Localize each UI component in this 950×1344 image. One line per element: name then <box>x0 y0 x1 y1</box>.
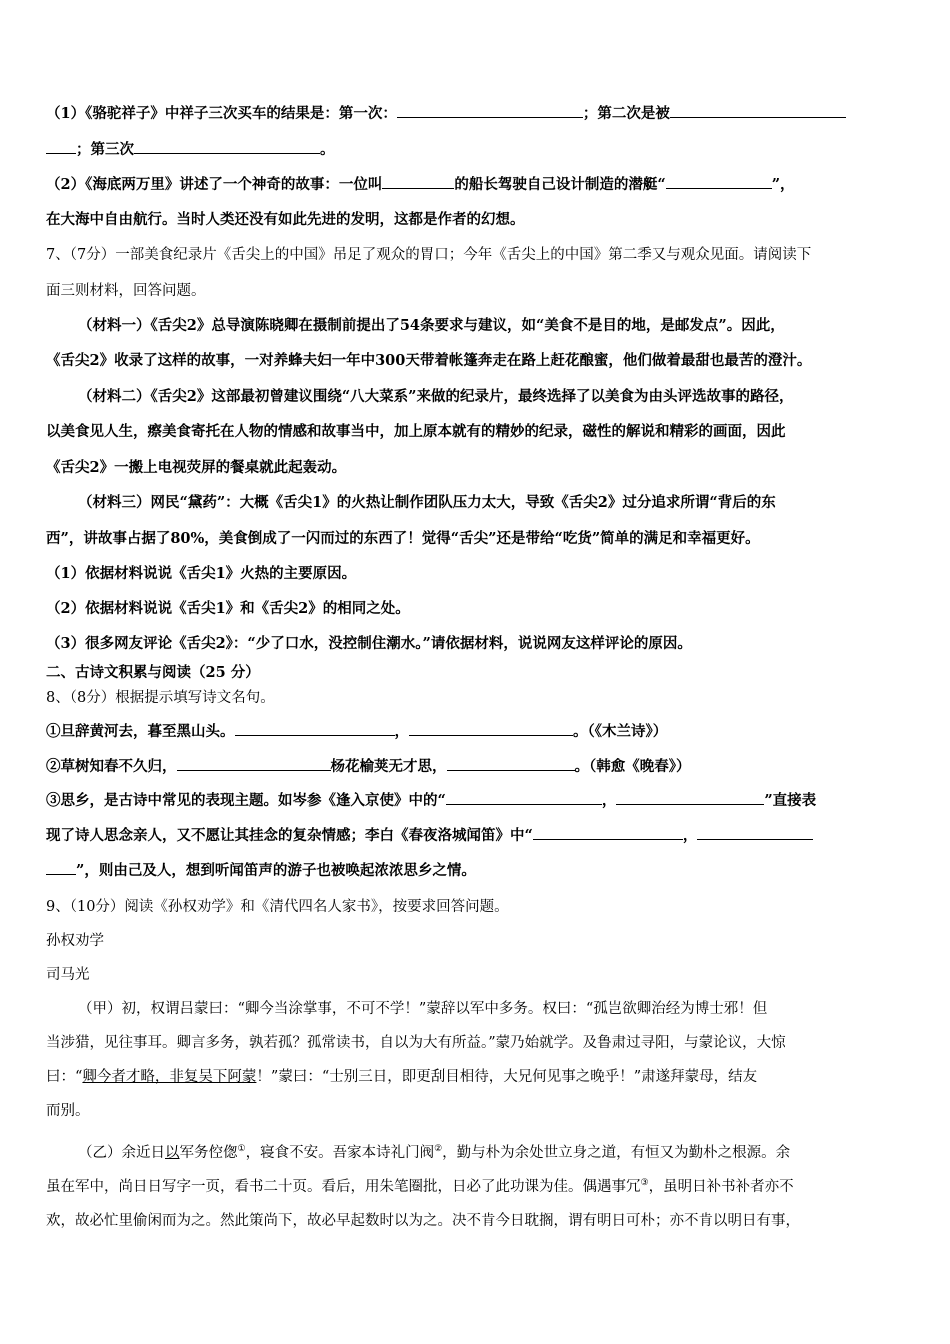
q6-item2-text: ”， <box>771 176 795 193</box>
q8-line1 <box>46 721 667 743</box>
passage-jia-line2: 当涉猎，见往事耳。卿言多务，孰若孤？孤常读书，自以为大有所益。”蒙乃始就学。及鲁肃过寻阳，与蒙论议，大惊 <box>46 1035 786 1051</box>
footnote-marker: ② <box>434 1144 443 1155</box>
underlined-word: 以 <box>165 1145 180 1161</box>
answer-blank[interactable] <box>670 103 846 118</box>
answer-blank[interactable] <box>397 103 583 118</box>
passage-jia-line4: 而别。 <box>46 1103 90 1119</box>
q7-material2-line2: 以美食见人生，瘵美食寄托在人物的情感和故事当中，加上原本就有的精妙的纪录，磁性的解说和精彩的画面，因此 <box>46 423 786 440</box>
q6-item1-text: （1）《骆驼祥子》中祥子三次买车的结果是：第一次： <box>46 105 397 122</box>
passage-text: 军务倥偬 <box>179 1145 238 1161</box>
answer-blank[interactable] <box>533 825 683 840</box>
q6-item1-line1 <box>46 103 846 125</box>
answer-blank[interactable] <box>382 174 454 189</box>
passage-yi-line1 <box>78 1142 790 1164</box>
q7-subquestion-1: （1）依据材料说说《舌尖1》火热的主要原因。 <box>46 565 357 582</box>
q8-text: ， <box>394 723 409 740</box>
q6-item2-text: （2）《海底两万里》讲述了一个神奇的故事：一位叫 <box>46 176 383 193</box>
q8-text: 杨花榆荚无才思， <box>330 758 447 775</box>
q8-heading: 8、（8分）根据提示填写诗文名句。 <box>46 690 275 706</box>
q6-item2-text: 的船长驾驶自己设计制造的潜艇“ <box>454 176 666 193</box>
q7-heading-line2: 面三则材料，回答问题。 <box>46 283 206 299</box>
answer-blank[interactable] <box>447 756 575 771</box>
q6-item2-line1 <box>46 174 795 196</box>
passage-text: ！”蒙曰：“士别三日，即更刮目相待，大兄何见事之晚乎！”肃遂拜蒙母，结友 <box>256 1069 758 1085</box>
q8-text: 现了诗人思念亲人，又不愿让其挂念的复杂情感；李白《春夜洛城闻笛》中“ <box>46 827 533 844</box>
q8-text: ， <box>601 792 617 809</box>
q8-text: ， <box>682 827 698 844</box>
q8-text: ③思乡，是古诗中常见的表现主题。如岑参《逢入京使》中的“ <box>46 792 446 809</box>
q8-line2 <box>46 756 691 778</box>
section-heading: 二、古诗文积累与阅读（25 分） <box>46 664 260 681</box>
q6-item1-text: ；第三次 <box>76 141 134 158</box>
q7-subquestion-2: （2）依据材料说说《舌尖1》和《舌尖2》的相同之处。 <box>46 600 410 617</box>
q7-heading-line1: 7、（7分）一部美食纪录片《舌尖上的中国》吊足了观众的胃口；今年《舌尖上的中国》第二季又与观众见面。请阅读下 <box>46 247 812 263</box>
answer-blank[interactable] <box>46 860 76 875</box>
passage-author: 司马光 <box>46 967 90 983</box>
q8-text: ”，则由己及人，想到听闻笛声的游子也被唤起浓浓思乡之情。 <box>76 862 476 879</box>
answer-blank[interactable] <box>446 790 602 805</box>
answer-blank[interactable] <box>616 790 764 805</box>
q9-heading: 9、（10分）阅读《孙权劝学》和《清代四名人家书》，按要求回答问题。 <box>46 899 509 915</box>
passage-yi-line2 <box>46 1176 794 1198</box>
q8-text: ①旦辞黄河去，暮至黑山头。 <box>46 723 235 740</box>
q7-material1-line1: （材料一）《舌尖2》总导演陈晓卿在摄制前提出了54条要求与建议，如“美食不是目的地，是邮发点”。因此， <box>78 317 785 334</box>
q6-item1-text: 。 <box>320 141 335 158</box>
answer-blank[interactable] <box>409 721 573 736</box>
passage-title: 孙权劝学 <box>46 933 104 949</box>
underlined-sentence: 卿今者才略，非复吴下阿蒙 <box>82 1069 257 1085</box>
q8-line4 <box>46 825 813 847</box>
passage-jia-line1: （甲）初，权谓吕蒙曰：“卿今当涂掌事，不可不学！”蒙辞以军中多务。权曰：“孤岂欲卿治经为博士邪！但 <box>78 1001 768 1017</box>
q7-material2-line3: 《舌尖2》一搬上电视荧屏的餐桌就此起轰动。 <box>46 459 347 476</box>
q8-text: ②草树知春不久归， <box>46 758 177 775</box>
passage-text: ，虽明日补书补者亦不 <box>648 1179 794 1195</box>
answer-blank[interactable] <box>235 721 395 736</box>
passage-text: 虽在军中，尚日日写字一页，看书二十页。看后，用朱笔圈批，日必了此功课为佳。偶遇事冗 <box>46 1179 641 1195</box>
q8-line3 <box>46 790 816 812</box>
answer-blank[interactable] <box>697 825 813 840</box>
q7-material3-line2: 西”，讲故事占据了80%，美食倒成了一闪而过的东西了！觉得“舌尖”还是带给“吃货”简单的满足和幸福更好。 <box>46 530 760 547</box>
passage-text: 曰：“ <box>46 1069 83 1085</box>
q7-material2-line1: （材料二）《舌尖2》这部最初曾建议围绕“八大菜系”来做的纪录片，最终选择了以美食为由头评选故事的路径， <box>78 388 794 405</box>
q7-material3-line1: （材料三）网民“黛药”：大概《舌尖1》的火热让制作团队压力太大，导致《舌尖2》过分追求所谓“背后的东 <box>78 494 776 511</box>
answer-blank[interactable] <box>177 756 331 771</box>
q7-material1-line2: 《舌尖2》收录了这样的故事，一对养蜂夫妇一年中300天带着帐篷奔走在路上赶花酿蜜，他们做着最甜也最苦的澄汁。 <box>46 352 812 369</box>
passage-text: ，寝食不安。吾家本诗礼门阀 <box>245 1145 435 1161</box>
answer-blank[interactable] <box>666 174 772 189</box>
q6-item1-text: ；第二次是被 <box>582 105 670 122</box>
q7-subquestion-3: （3）很多网友评论《舌尖2》：“少了口水，没控制住潮水。”请依据材料，说说网友这样评论的原因。 <box>46 635 692 652</box>
q6-item1-line2 <box>46 139 335 161</box>
q8-text: ”直接表 <box>764 792 817 809</box>
q8-text: 。（韩愈《晚春》） <box>574 758 691 775</box>
q8-line5 <box>46 860 476 882</box>
passage-text: （乙）余近日 <box>78 1145 165 1161</box>
q8-text: 。（《木兰诗》） <box>573 723 668 740</box>
footnote-marker: ③ <box>640 1178 649 1189</box>
answer-blank[interactable] <box>46 139 76 154</box>
footnote-marker: ① <box>237 1144 246 1155</box>
passage-text: ，勤与朴为余处世立身之道，有恒又为勤朴之根源。余 <box>442 1145 791 1161</box>
passage-yi-line3: 欢，故必忙里偷闲而为之。然此策尚下，故必早起数时以为之。决不肯今日耽搁，谓有明日可朴；亦不肯以明日有事， <box>46 1213 800 1229</box>
passage-jia-line3 <box>46 1066 757 1088</box>
answer-blank[interactable] <box>134 139 320 154</box>
q6-item2-line2: 在大海中自由航行。当时人类还没有如此先进的发明，这都是作者的幻想。 <box>46 211 525 228</box>
